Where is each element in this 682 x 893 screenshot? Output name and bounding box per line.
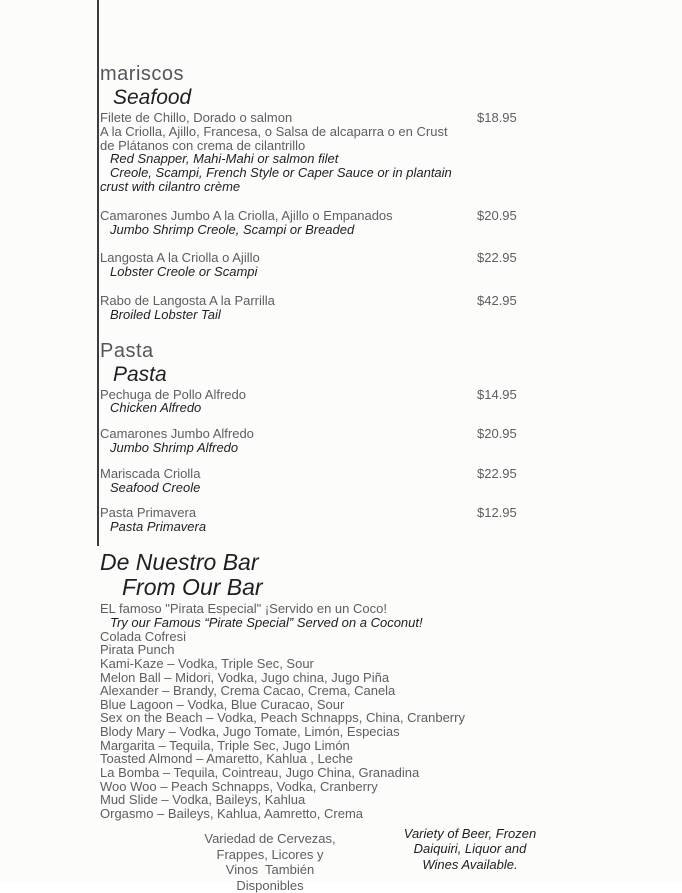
menu-sections <box>100 64 545 534</box>
drink-item: Blody Mary – Vodka, Jugo Tomate, Limón, Especias <box>100 725 545 739</box>
item-price: $42.95 <box>477 294 517 308</box>
item-translation-english <box>100 441 545 455</box>
item-spanish-line: A la Criolla, Ajillo, Francesa, o Salsa de alcaparra o en Crust <box>100 125 545 139</box>
section-heading-english: Pasta <box>113 364 545 386</box>
section-heading-english: Seafood <box>113 87 545 109</box>
item-english-line: Seafood Creole <box>100 481 545 495</box>
drink-item: Pirata Punch <box>100 643 545 657</box>
item-price: $20.95 <box>477 427 517 441</box>
menu-item <box>100 467 545 495</box>
drink-item: Melon Ball – Midori, Vodka, Jugo china, Jugo Piña <box>100 671 545 685</box>
bar-intro-english: Try our Famous “Pirate Special” Served on a Coconut! <box>100 616 545 630</box>
bar-heading-spanish: De Nuestro Bar <box>100 549 545 575</box>
item-english-line: Broiled Lobster Tail <box>100 308 545 322</box>
drink-item: Woo Woo – Peach Schnapps, Vodka, Cranberry <box>100 780 545 794</box>
section-items <box>100 111 545 322</box>
bar-section <box>100 549 545 821</box>
item-price: $22.95 <box>477 251 517 265</box>
drink-item: Kami-Kaze – Vodka, Triple Sec, Sour <box>100 657 545 671</box>
item-price: $14.95 <box>477 388 517 402</box>
item-spanish-line: Langosta A la Criolla o Ajillo <box>100 251 545 265</box>
item-translation-english <box>100 481 545 495</box>
item-translation-english <box>100 152 545 193</box>
item-spanish-line: Rabo de Langosta A la Parrilla <box>100 294 545 308</box>
item-translation-english <box>100 223 545 237</box>
item-english-line: crust with cilantro crème <box>100 180 545 194</box>
footer-spanish-line: Frappes, Licores y <box>158 847 382 863</box>
menu-item <box>100 427 545 455</box>
drink-item: La Bomba – Tequila, Cointreau, Jugo China, Granadina <box>100 766 545 780</box>
item-spanish-line: Filete de Chillo, Dorado o salmon <box>100 111 545 125</box>
bar-heading-english: From Our Bar <box>122 575 545 600</box>
drink-item: Sex on the Beach – Vodka, Peach Schnapps, China, Cranberry <box>100 711 545 725</box>
item-spanish-line: Camarones Jumbo A la Criolla, Ajillo o Empanados <box>100 209 545 223</box>
item-english-line: Red Snapper, Mahi-Mahi or salmon filet <box>100 152 545 166</box>
section-heading-spanish: Pasta <box>100 341 545 361</box>
drink-list <box>100 630 545 821</box>
menu-item <box>100 209 545 237</box>
item-spanish-line: Pechuga de Pollo Alfredo <box>100 388 545 402</box>
drink-item: Blue Lagoon – Vodka, Blue Curacao, Sour <box>100 698 545 712</box>
footer-spanish-line: Vinos También <box>158 862 382 878</box>
menu-item <box>100 294 545 322</box>
section-heading-spanish: mariscos <box>100 64 545 84</box>
menu-section <box>100 64 545 322</box>
item-translation-english <box>100 520 545 534</box>
item-spanish-line: de Plátanos con crema de cilantrillo <box>100 139 545 153</box>
footer-spanish-line: Disponibles <box>158 878 382 893</box>
menu-item <box>100 251 545 279</box>
drink-item: Colada Cofresi <box>100 630 545 644</box>
footer-english <box>388 826 552 872</box>
item-spanish-line: Mariscada Criolla <box>100 467 545 481</box>
left-vertical-rule <box>97 0 99 546</box>
item-translation-english <box>100 401 545 415</box>
item-english-line: Lobster Creole or Scampi <box>100 265 545 279</box>
item-translation-english <box>100 265 545 279</box>
footer-spanish <box>158 831 382 893</box>
footer-english-line: Variety of Beer, Frozen <box>388 826 552 841</box>
item-spanish-line: Pasta Primavera <box>100 506 545 520</box>
item-english-line: Chicken Alfredo <box>100 401 545 415</box>
menu-item <box>100 111 545 194</box>
drink-item: Margarita – Tequila, Triple Sec, Jugo Limón <box>100 739 545 753</box>
item-price: $22.95 <box>477 467 517 481</box>
menu-item <box>100 506 545 534</box>
menu-item <box>100 388 545 416</box>
item-translation-english <box>100 308 545 322</box>
item-spanish-line: Camarones Jumbo Alfredo <box>100 427 545 441</box>
item-english-line: Creole, Scampi, French Style or Caper Sauce or in plantain <box>100 166 545 180</box>
drink-item: Alexander – Brandy, Crema Cacao, Crema, Canela <box>100 684 545 698</box>
item-english-line: Jumbo Shrimp Creole, Scampi or Breaded <box>100 223 545 237</box>
item-english-line: Pasta Primavera <box>100 520 545 534</box>
item-price: $12.95 <box>477 506 517 520</box>
item-price: $18.95 <box>477 111 517 125</box>
section-items <box>100 388 545 534</box>
bar-intro-spanish: EL famoso "Pirata Especial" ¡Servido en un Coco! <box>100 602 545 616</box>
drink-item: Orgasmo – Baileys, Kahlua, Aamretto, Crema <box>100 807 545 821</box>
footer-spanish-line: Variedad de Cervezas, <box>158 831 382 847</box>
menu-content <box>100 64 545 821</box>
drink-item: Mud Slide – Vodka, Baileys, Kahlua <box>100 793 545 807</box>
footer-english-line: Daiquiri, Liquor and <box>388 841 552 856</box>
footer-english-line: Wines Available. <box>388 857 552 872</box>
drink-item: Toasted Almond – Amaretto, Kahlua , Leche <box>100 752 545 766</box>
item-english-line: Jumbo Shrimp Alfredo <box>100 441 545 455</box>
menu-section <box>100 341 545 534</box>
item-price: $20.95 <box>477 209 517 223</box>
